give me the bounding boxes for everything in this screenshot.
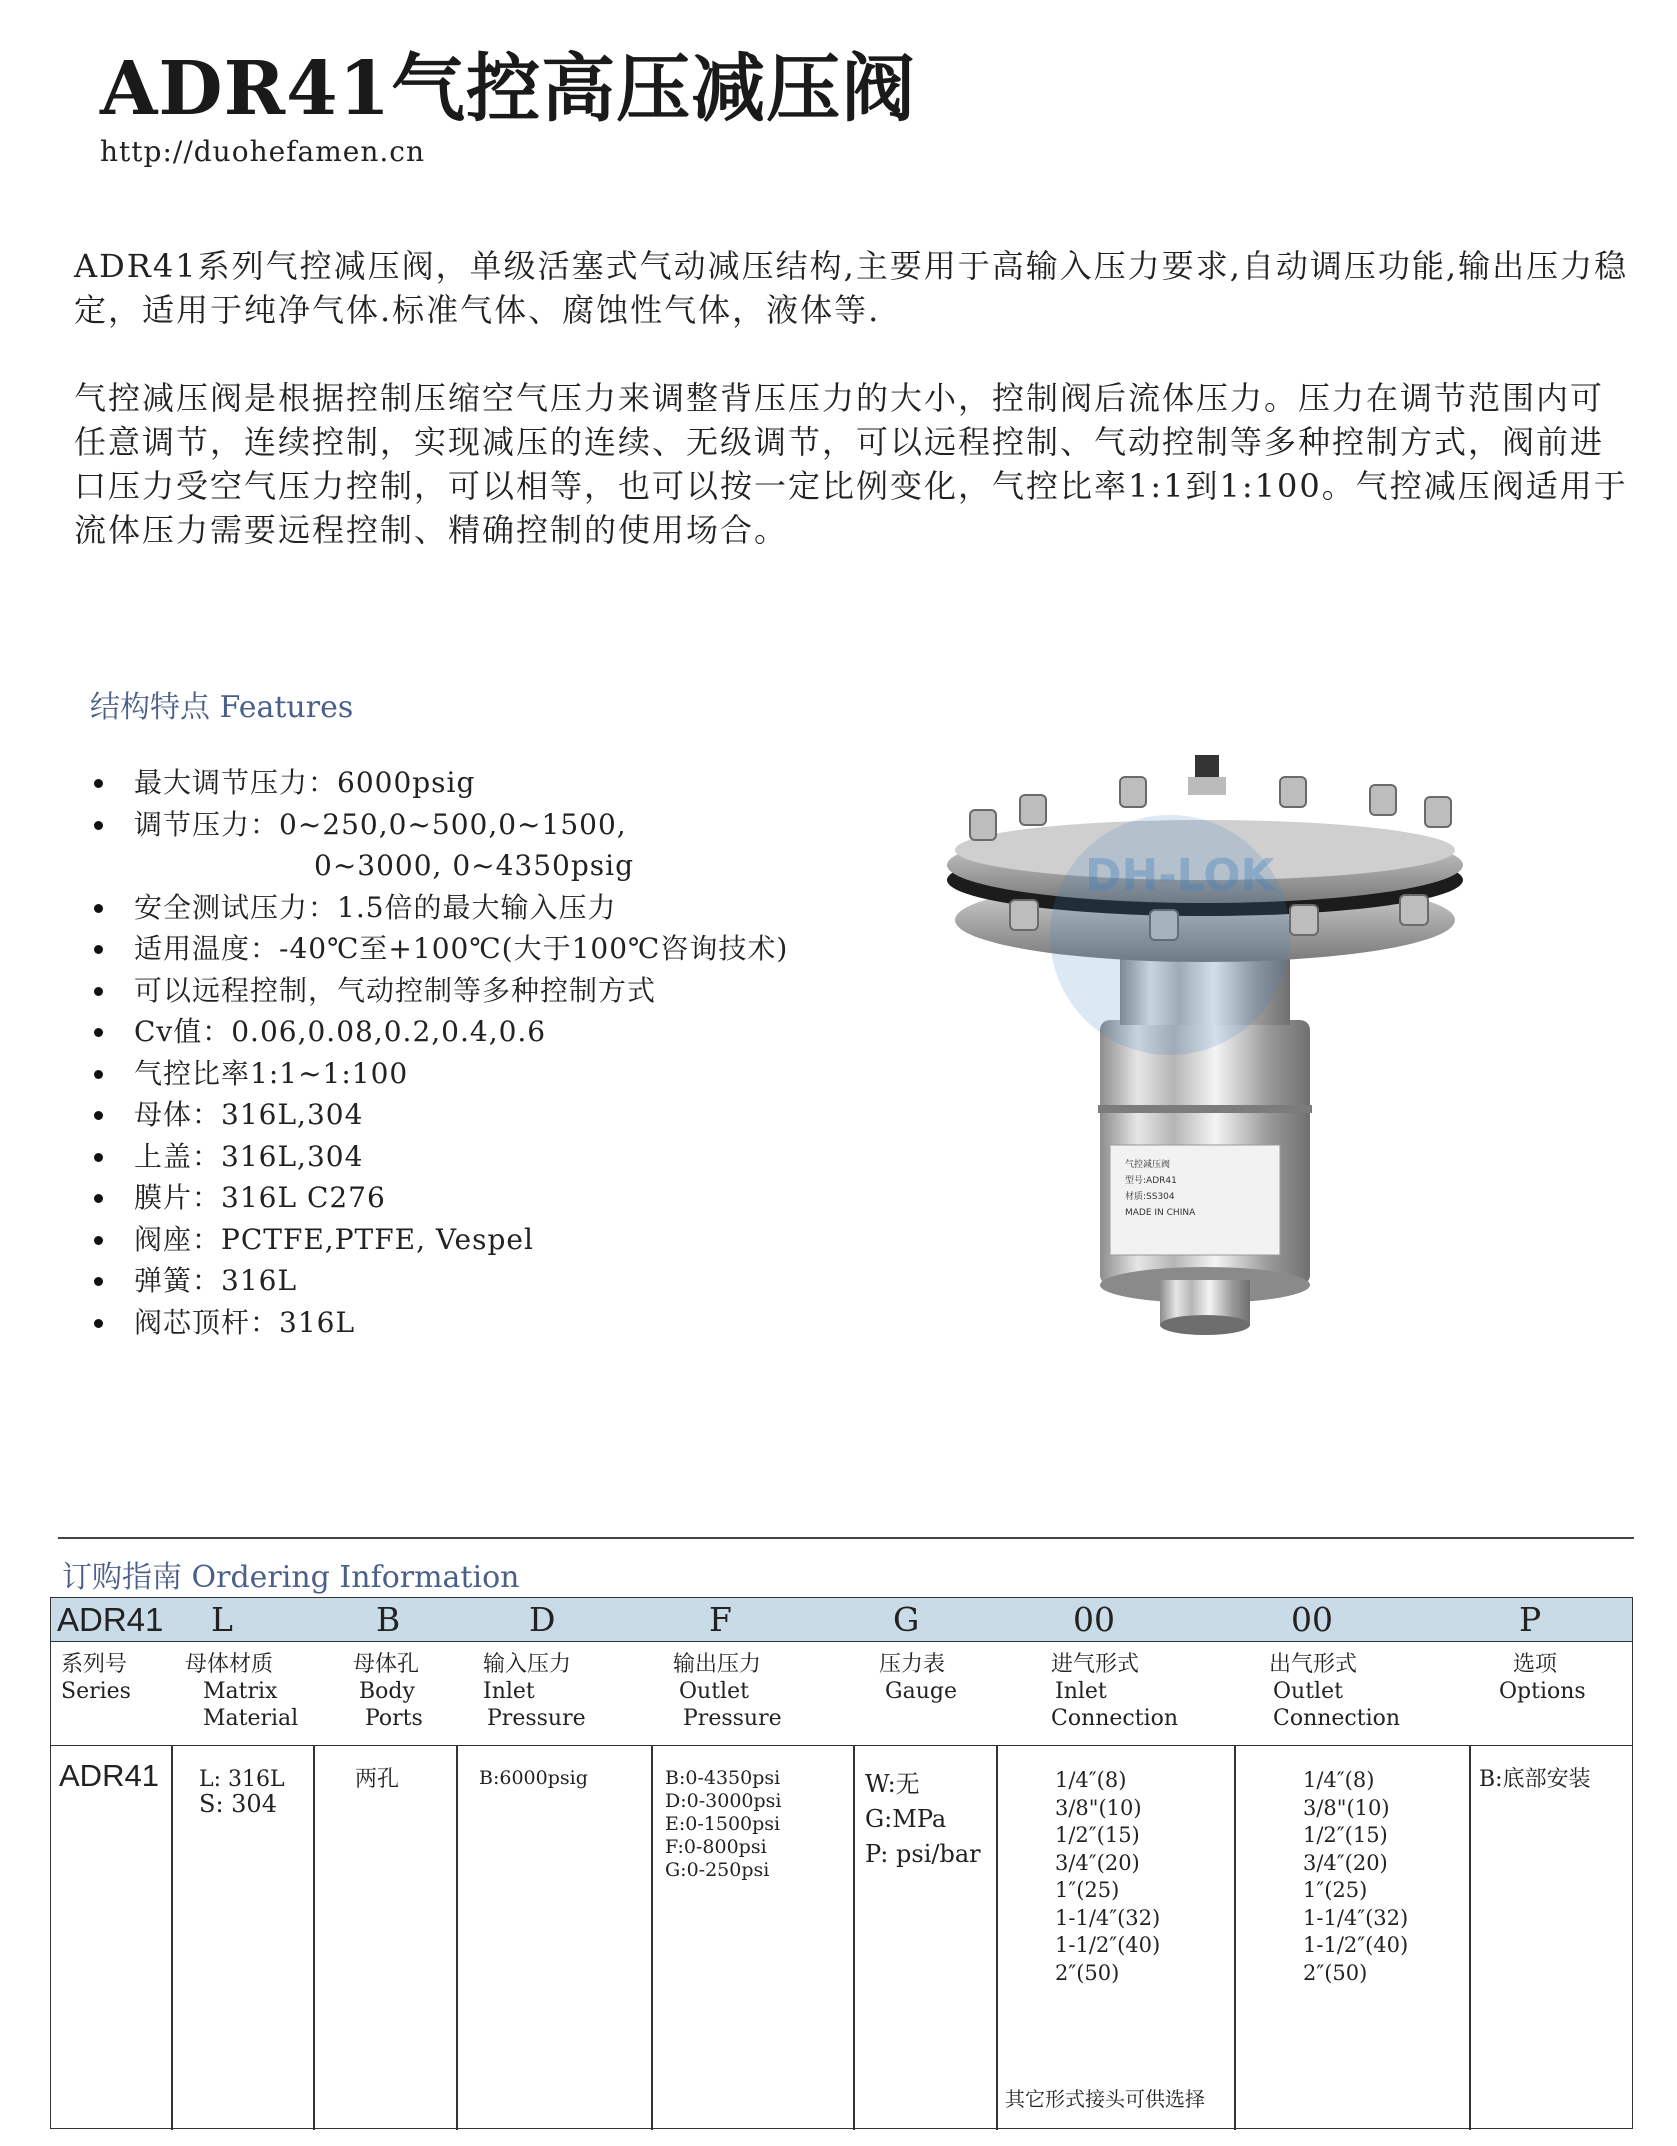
feature-item: 适用温度：-40℃至+100℃(大于100℃咨询技术) xyxy=(92,928,912,970)
nameplate-line: MADE IN CHINA xyxy=(1125,1208,1196,1218)
cell-outlet-pressure: B:0-4350psi D:0-3000psi E:0-1500psi F:0-800psi G:0-250psi xyxy=(665,1767,782,1881)
ordering-table xyxy=(50,1597,1633,2129)
cell-inlet-pressure: B:6000psig xyxy=(479,1767,588,1789)
feature-item: 阀芯顶杆：316L xyxy=(92,1302,912,1344)
intro-paragraph-1: ADR41系列气控减压阀，单级活塞式气动减压结构,主要用于高输入压力要求,自动调压功能,输出压力稳定，适用于纯净气体.标准气体、腐蚀性气体，液体等. xyxy=(74,247,1629,329)
feature-item: 可以远程控制，气动控制等多种控制方式 xyxy=(92,970,912,1012)
cell-gauge: W:无 G:MPa P: psi/bar xyxy=(865,1770,981,1868)
features-heading: 结构特点 Features xyxy=(90,690,354,725)
label-material: 母体材质 Matrix Material xyxy=(185,1652,299,1731)
code-inlet-pressure: D xyxy=(529,1600,556,1639)
ordering-heading: 订购指南 Ordering Information xyxy=(62,1560,520,1595)
watermark-logo: DH-LOK xyxy=(1085,850,1275,901)
code-options: P xyxy=(1519,1600,1542,1639)
code-outlet-pressure: F xyxy=(709,1600,732,1639)
code-series: ADR41 xyxy=(57,1601,164,1638)
cell-outlet-connection: 1/4″(8) 3/8"(10) 1/2″(15) 3/4″(20) 1″(25) 1-1/4″(32) 1-1/2″(40) 2″(50) xyxy=(1303,1768,1409,1985)
feature-item: 气控比率1:1~1:100 xyxy=(92,1053,912,1095)
label-outlet-pressure: 输出压力 Outlet Pressure xyxy=(673,1652,782,1731)
label-gauge: 压力表 Gauge xyxy=(879,1652,957,1704)
cell-body-ports: 两孔 xyxy=(355,1767,400,1792)
feature-item: 母体：316L,304 xyxy=(92,1094,912,1136)
code-outlet-connection: 00 xyxy=(1291,1600,1333,1639)
connection-footnote: 其它形式接头可供选择 xyxy=(1005,2087,1205,2111)
feature-item: 膜片：316L C276 xyxy=(92,1177,912,1219)
code-inlet-connection: 00 xyxy=(1073,1600,1115,1639)
cell-options: B:底部安装 xyxy=(1479,1767,1591,1792)
ordering-label-row xyxy=(51,1641,1632,1746)
nameplate-line: 材质:SS304 xyxy=(1125,1192,1175,1202)
feature-item: 阀座：PCTFE,PTFE, Vespel xyxy=(92,1219,912,1261)
website-url: http://duohefamen.cn xyxy=(100,135,426,168)
label-inlet-connection: 进气形式 Inlet Connection xyxy=(1051,1652,1179,1731)
label-inlet-pressure: 输入压力 Inlet Pressure xyxy=(483,1652,586,1731)
label-outlet-connection: 出气形式 Outlet Connection xyxy=(1269,1652,1401,1731)
feature-item: Cv值：0.06,0.08,0.2,0.4,0.6 xyxy=(92,1011,912,1053)
ordering-body-row xyxy=(51,1745,1632,2130)
label-body-ports: 母体孔 Body Ports xyxy=(353,1652,423,1731)
feature-item-continuation: 0~3000, 0~4350psig xyxy=(314,849,635,882)
product-image xyxy=(870,755,1570,1355)
feature-item: 调节压力：0~250,0~500,0~1500, xyxy=(92,804,912,846)
feature-item: 弹簧：316L xyxy=(92,1260,912,1302)
feature-item: 最大调节压力：6000psig xyxy=(92,762,912,804)
code-gauge: G xyxy=(893,1600,920,1639)
code-body-ports: B xyxy=(376,1600,401,1639)
cell-material: L: 316L S: 304 xyxy=(199,1767,285,1818)
nameplate-line: 型号:ADR41 xyxy=(1125,1176,1177,1186)
cell-series: ADR41 xyxy=(59,1758,159,1793)
ordering-code-row xyxy=(51,1598,1632,1642)
features-list xyxy=(92,762,912,1343)
nameplate-line: 气控减压阀 xyxy=(1125,1160,1171,1170)
label-options: 选项 Options xyxy=(1499,1652,1586,1704)
intro-paragraph-2: 气控减压阀是根据控制压缩空气压力来调整背压压力的大小，控制阀后流体压力。压力在调节范围内可任意调节，连续控制，实现减压的连续、无级调节，可以远程控制、气动控制等多种控制方式，阀前进口压力受空气压力控制，可以相等，也可以按一定比例变化，气控比率1:1到1:100。气控减压阀适用于流体压力需要远程控制、精确控制的使用场合。 xyxy=(74,379,1628,549)
feature-item: 安全测试压力：1.5倍的最大输入压力 xyxy=(92,887,912,929)
code-material: L xyxy=(211,1600,233,1639)
section-divider xyxy=(58,1537,1634,1539)
page-title: ADR41气控高压减压阀 xyxy=(100,46,917,132)
label-series: 系列号 Series xyxy=(61,1652,131,1704)
cell-inlet-connection: 1/4″(8) 3/8"(10) 1/2″(15) 3/4″(20) 1″(25) 1-1/4″(32) 1-1/2″(40) 2″(50) xyxy=(1055,1768,1161,1985)
feature-item: 上盖：316L,304 xyxy=(92,1136,912,1178)
